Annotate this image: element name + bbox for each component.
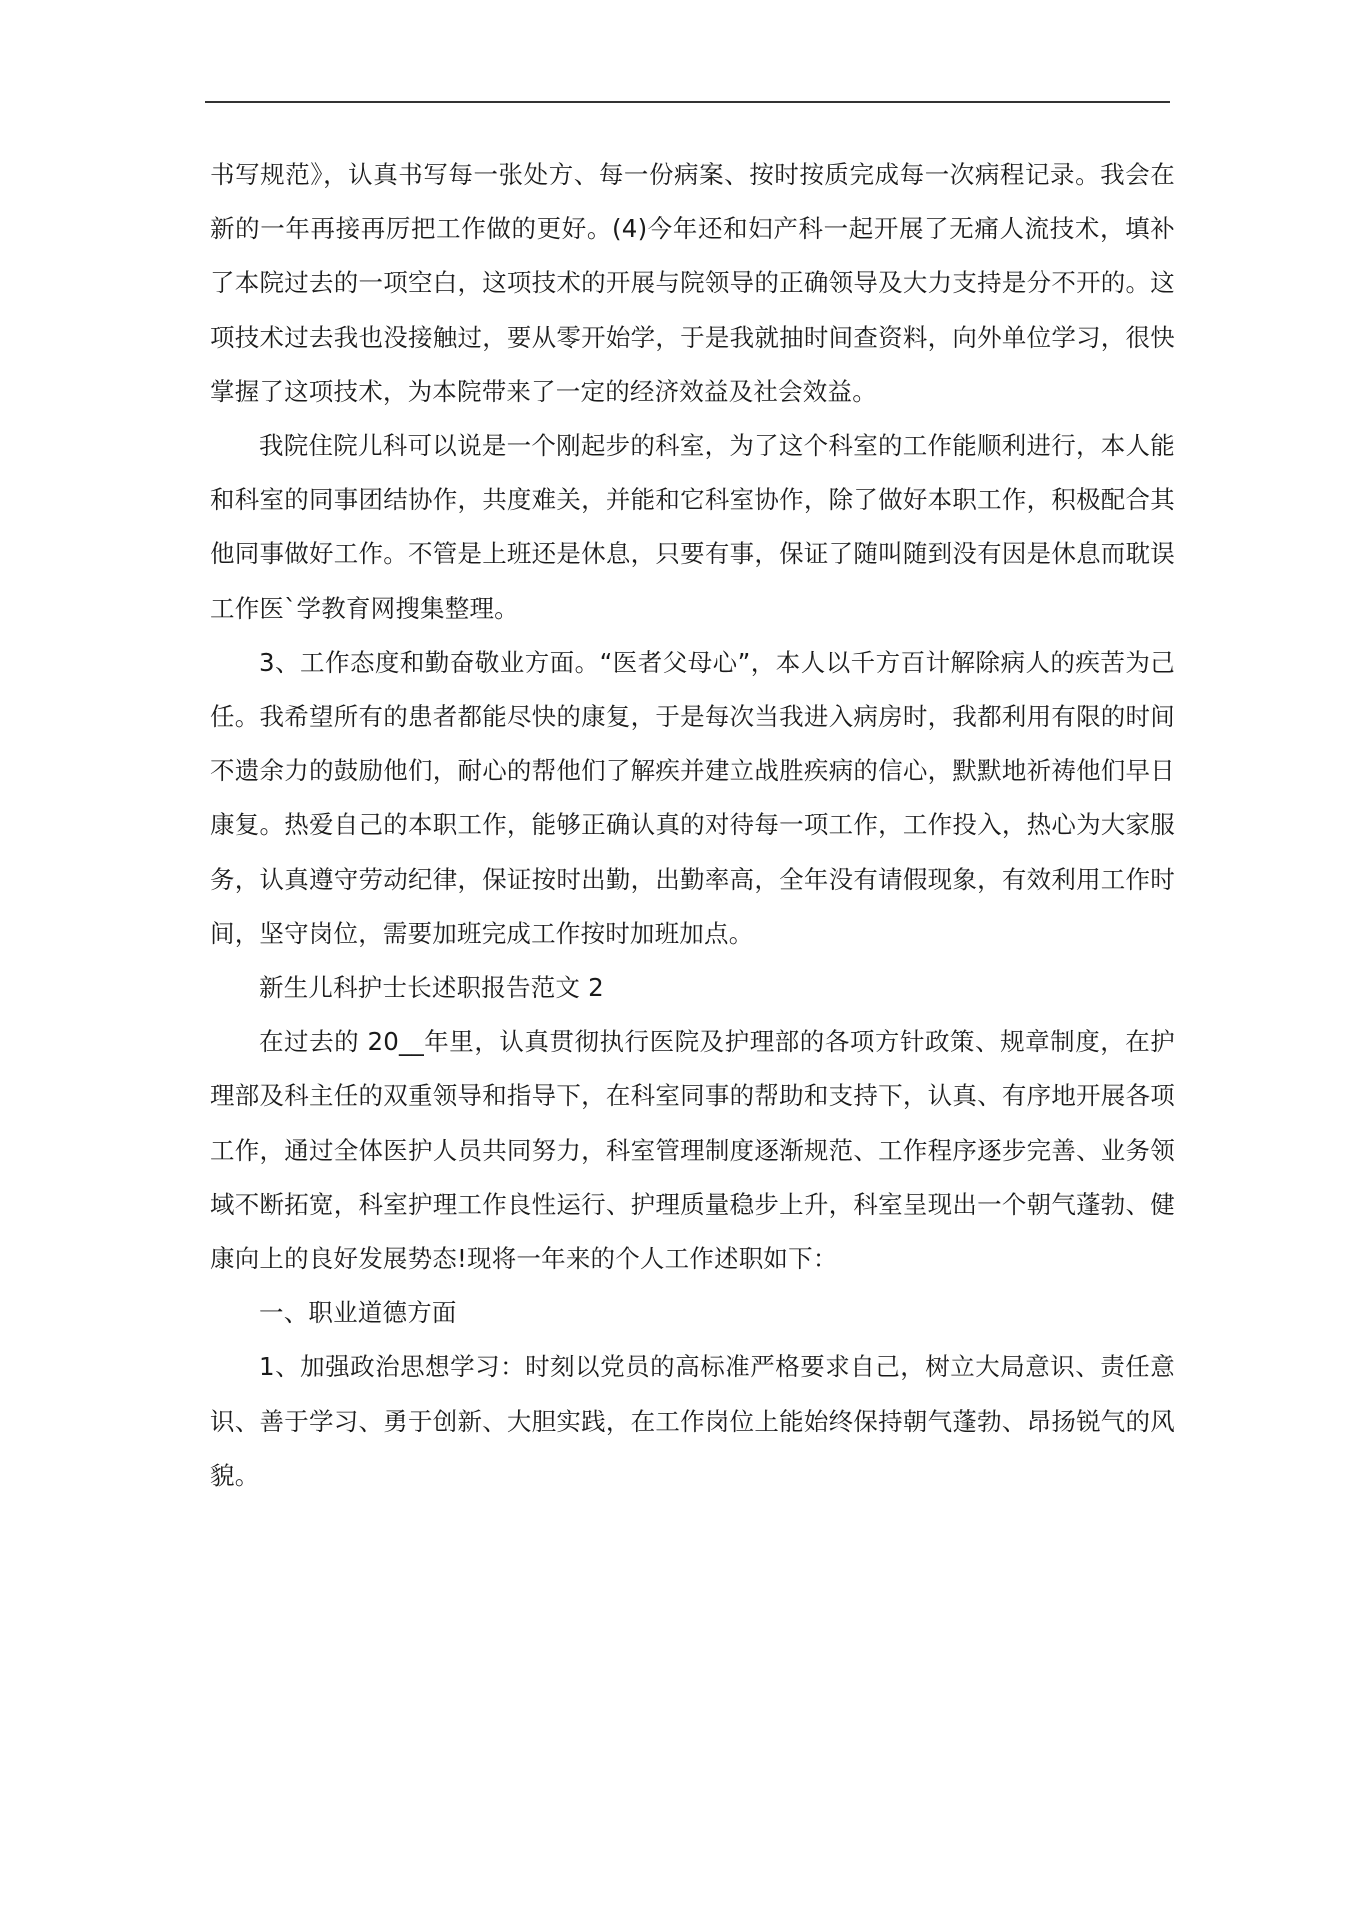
section-title: 新生儿科护士长述职报告范文 2 [259, 973, 604, 1003]
paragraph-3: 3、工作态度和勤奋敬业方面。“医者父母心”，本人以千方百计解除病人的疾苦为己任。我希望所有的患者都能尽快的康复，于是每次当我进入病房时，我都利用有限的时间不遗余力的鼓励他们，耐心的帮他们了解疾并建立战胜疾病的信心，默默地祈祷他们早日康复。热爱自己的本职工作，能够正确认真的对待每一项工作，工作投入，热心为大家服务，认真遵守劳动纪律，保证按时出勤，出勤率高，全年没有请假现象，有效利用工作时间，坚守岗位，需要加班完成工作按时加班加点。 [210, 647, 1175, 948]
paragraph-5: 1、加强政治思想学习：时刻以党员的高标准严格要求自己，树立大局意识、责任意识、善于学习、勇于创新、大胆实践，在工作岗位上能始终保持朝气蓬勃、昂扬锐气的风貌。 [210, 1352, 1175, 1490]
paragraph-4: 在过去的 20__年里，认真贯彻执行医院及护理部的各项方针政策、规章制度，在护理部及科主任的双重领导和指导下，在科室同事的帮助和支持下，认真、有序地开展各项工作，通过全体医护人员共同努力，科室管理制度逐渐规范、工作程序逐步完善、业务领域不断拓宽，科室护理工作良性运行、护理质量稳步上升，科室呈现出一个朝气蓬勃、健康向上的良好发展势态!现将一年来的个人工作述职如下： [210, 1027, 1175, 1274]
paragraph-1: 书写规范》，认真书写每一张处方、每一份病案、按时按质完成每一次病程记录。我会在新的一年再接再厉把工作做的更好。(4)今年还和妇产科一起开展了无痛人流技术，填补了本院过去的一项空白，这项技术的开展与院领导的正确领导及大力支持是分不开的。这项技术过去我也没接触过，要从零开始学，于是我就抽时间查资料，向外单位学习，很快掌握了这项技术，为本院带来了一定的经济效益及社会效益。 [210, 160, 1175, 406]
header-rule [205, 101, 1170, 103]
document-body [210, 148, 1175, 1503]
section-heading: 一、职业道德方面 [259, 1298, 457, 1328]
paragraph-2: 我院住院儿科可以说是一个刚起步的科室，为了这个科室的工作能顺利进行，本人能和科室的同事团结协作，共度难关，并能和它科室协作，除了做好本职工作，积极配合其他同事做好工作。不管是上班还是休息，只要有事，保证了随叫随到没有因是休息而耽误工作医`学教育网搜集整理。 [210, 431, 1175, 623]
